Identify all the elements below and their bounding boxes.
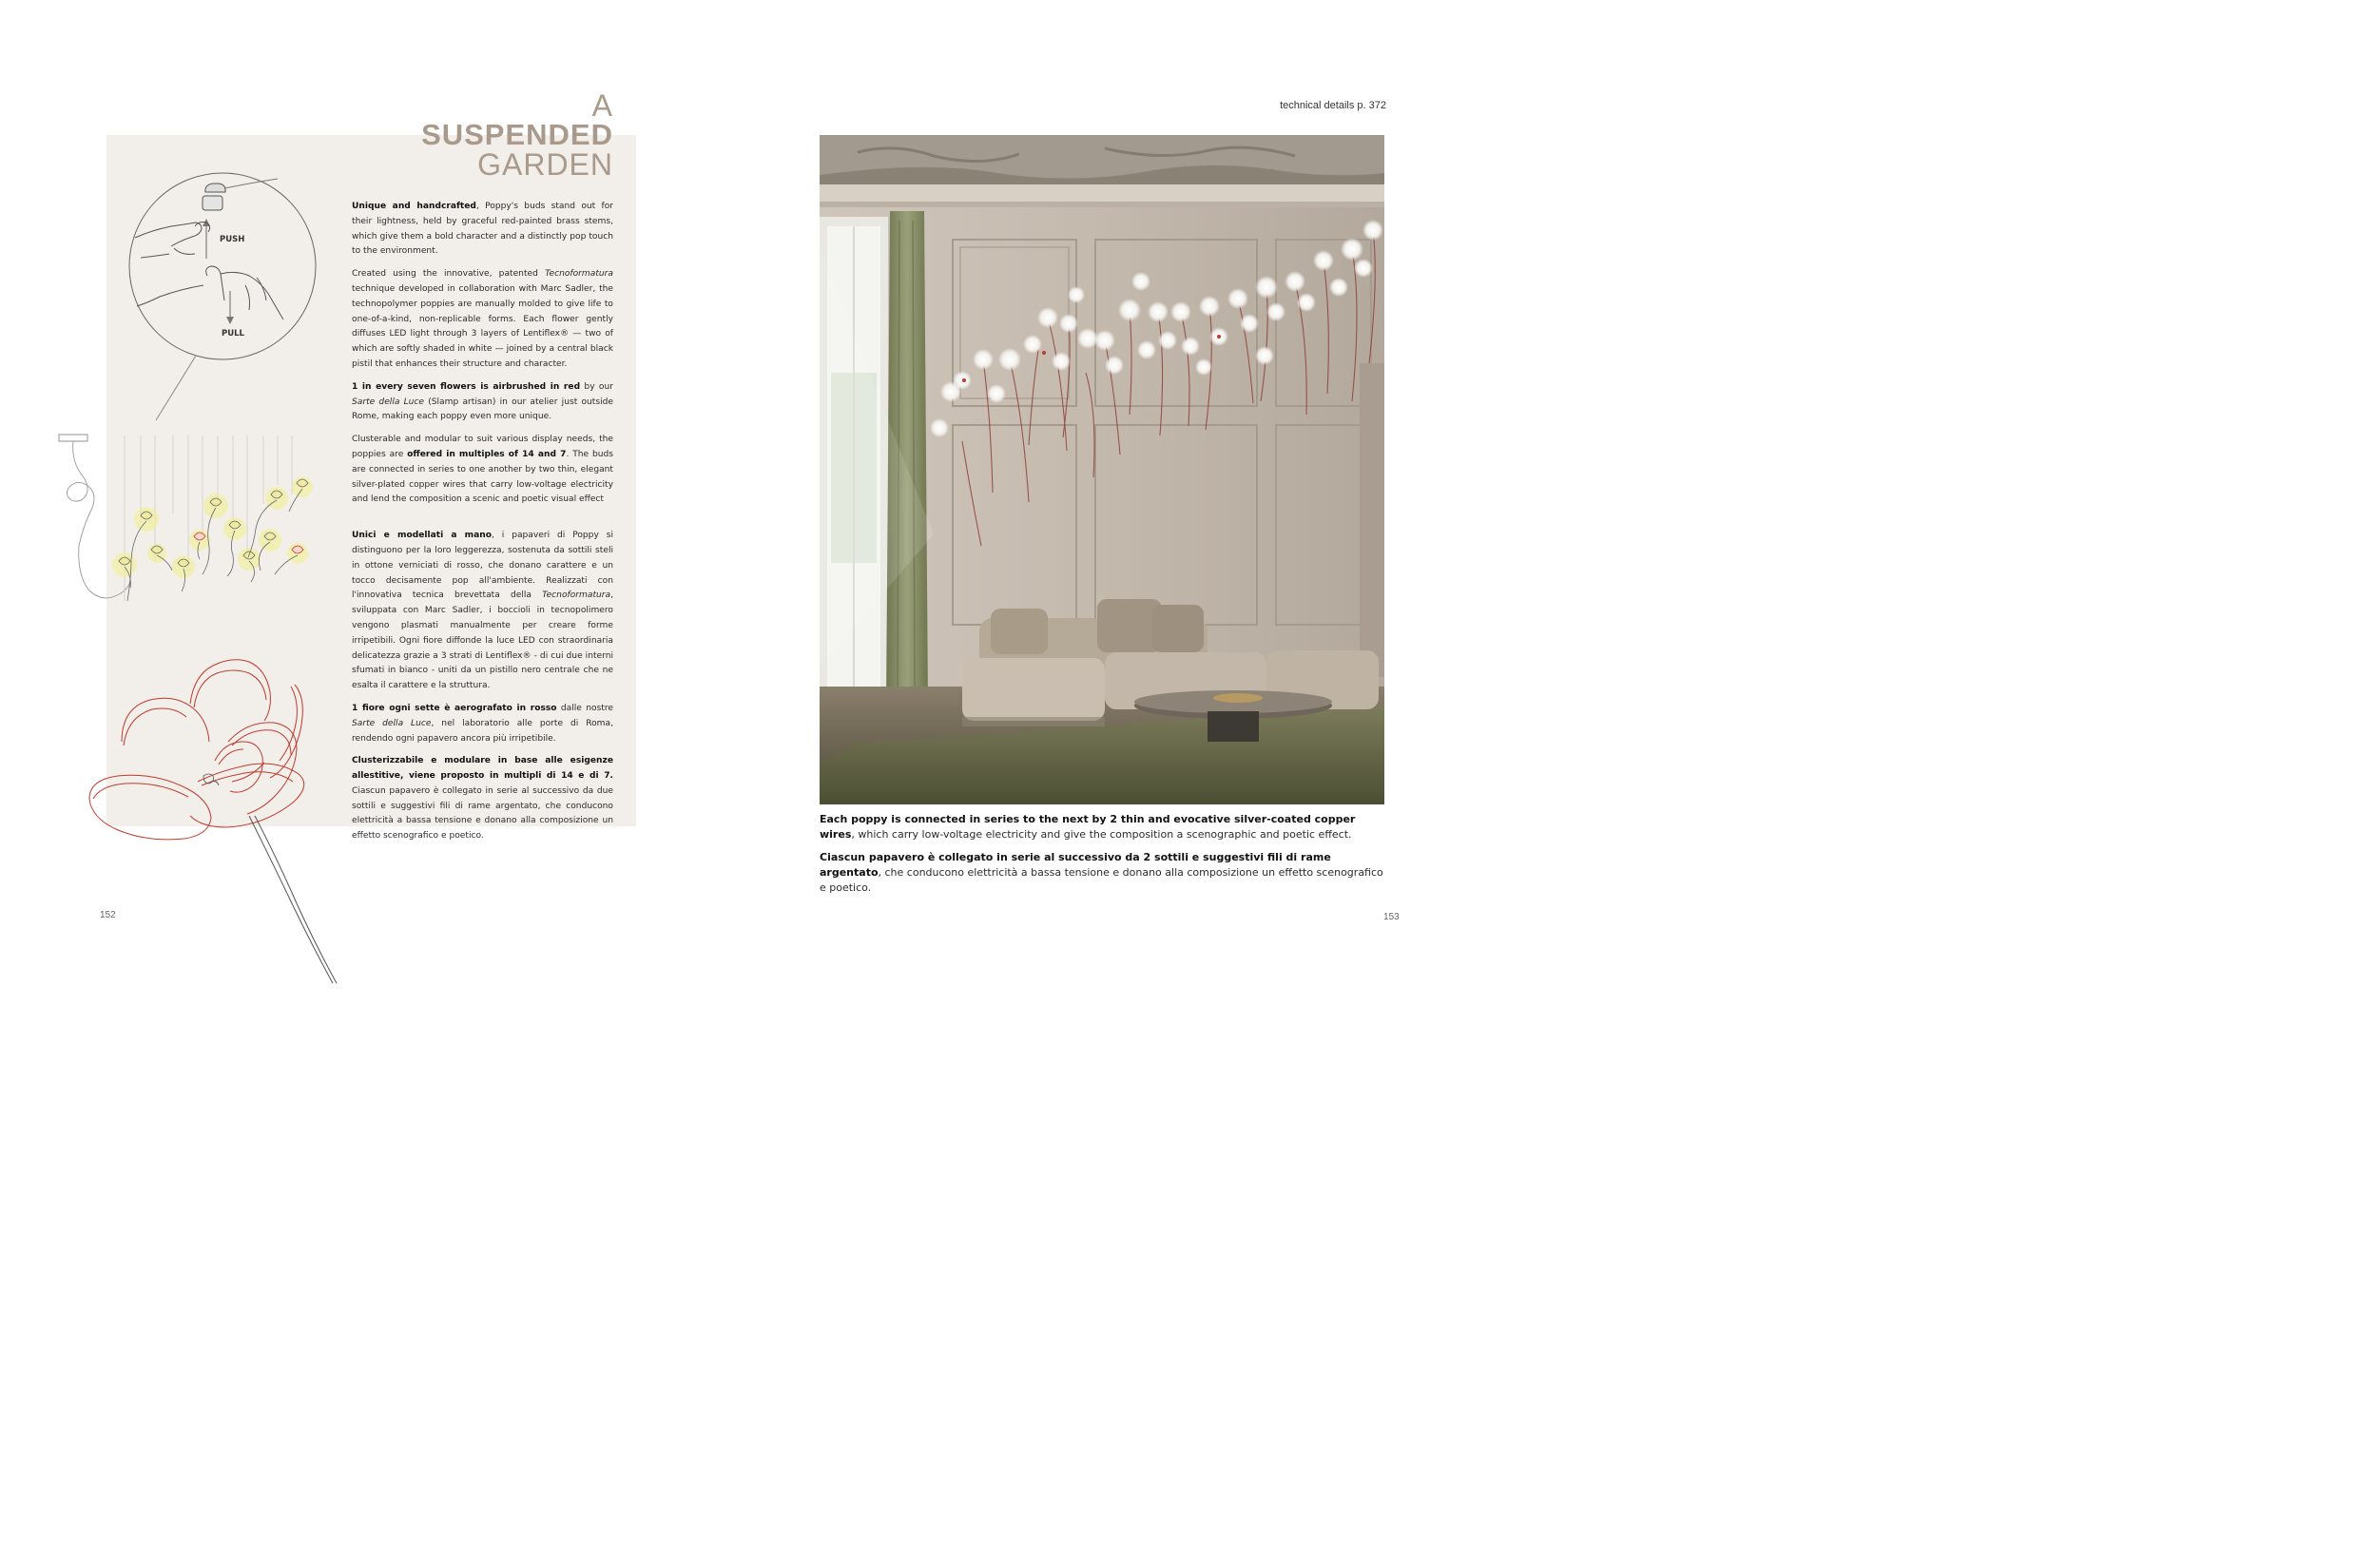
it-p3-bold: Clusterizzabile e modulare in base alle esigenze allestitive, viene proposto in multipli di 14 e di 7.: [352, 756, 613, 782]
it-p1-text-a: , i papaveri di Poppy si distinguono per la loro leggerezza, sostenuta da sottili steli in ottone verniciati di rosso, che donano carattere e un tocco decisamente pop all'ambiente. Realizzati con l'innovativa tecnica brevettata della: [352, 531, 613, 601]
page-number-left: 152: [100, 910, 116, 920]
title-line-1: A: [591, 88, 613, 123]
push-label: PUSH: [220, 235, 245, 244]
it-p2-text-b: , nel laboratorio alle porte di Roma, rendendo ogni papavero ancora più irripetibile.: [352, 718, 614, 744]
en-p2-text-b: technique developed in collaboration with Marc Sadler, the technopolymer poppies are manually molded to give life to one-of-a-kind, non-replicable forms. Each flower gently diffuses LED light through 3 layers of Lentiflex® — two of which are softly shaded in white — joined by a central black pistil that enhances their structure and character.: [352, 283, 613, 369]
en-paragraph-3: [352, 380, 613, 425]
poppy-line-drawing: [89, 660, 337, 983]
caption-italian: [820, 850, 1390, 896]
en-paragraph-4: [352, 433, 613, 508]
it-paragraph-3: [352, 754, 613, 844]
en-p1-bold: Unique and handcrafted: [352, 202, 476, 211]
it-p1-bold: Unici e modellati a mano: [352, 531, 492, 541]
en-p3-italic: Sarte della Luce: [352, 397, 425, 407]
technical-details-reference: technical details p. 372: [1280, 100, 1386, 111]
caption-it-bold: Ciascun papavero è collegato in serie al successivo da 2 sottili e suggestivi fili di rame argentato: [820, 851, 1331, 879]
title-line-3: GARDEN: [477, 146, 613, 182]
caption-english: [820, 812, 1390, 842]
catalog-spread: [0, 0, 1476, 984]
en-p2-text-a: Created using the innovative, patented: [352, 269, 546, 280]
caption-it-text: , che conducono elettricità a bassa tensione e donano alla composizione un effetto scenografico e poetico.: [820, 866, 1383, 894]
en-p4-text-a: Clusterable and modular to suit various display needs, the poppies are: [352, 435, 613, 459]
photo-caption: [820, 812, 1390, 903]
en-p3-text-a: by our: [580, 381, 613, 392]
en-paragraph-1: [352, 200, 613, 260]
push-pull-diagram: [129, 173, 316, 420]
title-line-2: SUSPENDED: [421, 118, 613, 152]
it-p1-text-b: , sviluppata con Marc Sadler, i boccioli in tecnopolimero vengono plasmati manualmente per creare forme irripetibili. Ogni fiore diffonde la luce LED con straordinaria delicatezza grazie a 3 strati di Lentiflex® - di cui due interni sfumati in bianco - uniti da un pistillo nero centrale che ne esalta il carattere e la struttura.: [352, 590, 613, 691]
caption-en-text: , which carry low-voltage electricity and give the composition a scenographic and poetic effect.: [851, 828, 1352, 841]
en-paragraph-2: [352, 267, 613, 373]
caption-en-bold: Each poppy is connected in series to the next by 2 thin and evocative silver-coated copper wires: [820, 813, 1356, 841]
en-p3-text-b: (Slamp artisan) in our atelier just outside Rome, making each poppy even more unique.: [352, 397, 613, 422]
pull-label: PULL: [222, 329, 244, 339]
en-p3-bold: 1 in every seven flowers is airbrushed in red: [352, 381, 581, 392]
it-p2-italic: Sarte della Luce: [352, 718, 432, 728]
interior-photo: [820, 135, 1384, 804]
it-p1-italic: Tecnoformatura: [542, 590, 611, 601]
it-p2-bold: 1 fiore ogni sette è aerografato in rosso: [352, 703, 557, 713]
it-p2-text-a: dalle nostre: [556, 703, 613, 713]
en-p1-text: , Poppy's buds stand out for their lightness, held by graceful red-painted brass stems, which give them a bold character and a distinctly pop touch to the environment.: [352, 202, 613, 257]
en-p4-text-b: . The buds are connected in series to one another by two thin, elegant silver-plated copper wires that carry low-voltage electricity and lend the composition a scenic and poetic visual effect: [352, 449, 613, 505]
it-paragraph-2: [352, 702, 613, 746]
poppy-cluster-sketch: [112, 476, 313, 601]
page-number-right: 153: [1383, 912, 1400, 922]
it-paragraph-1: [352, 529, 613, 694]
it-p3-text: Ciascun papavero è collegato in serie al successivo da due sottili e suggestivi fili di rame argentato, che conducono elettricità a bassa tensione e donano alla composizione un effetto scenografico e poetico.: [352, 785, 613, 842]
body-text: [352, 200, 613, 852]
en-p2-italic: Tecnoformatura: [545, 269, 613, 280]
en-p4-bold: offered in multiples of 14 and 7: [407, 449, 567, 459]
